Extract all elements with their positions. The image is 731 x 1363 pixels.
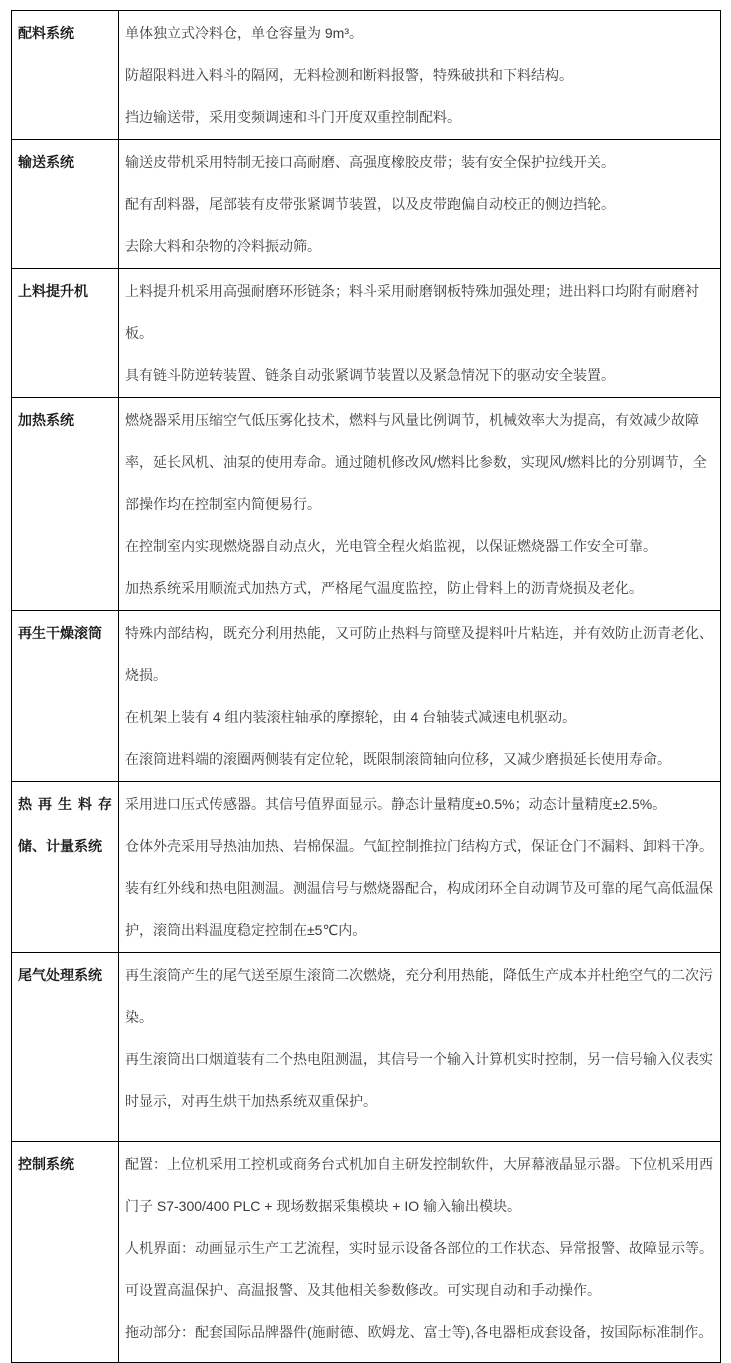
desc-paragraph: 仓体外壳采用导热油加热、岩棉保温。气缸控制推拉门结构方式，保证仓门不漏料、卸料干净。 <box>125 838 713 854</box>
desc-paragraph: 再生滚筒出口烟道装有二个热电阻测温，其信号一个输入计算机实时控制，另一信号输入仪表实时显示，对再生烘干加热系统双重保护。 <box>125 1051 713 1109</box>
system-label-cell <box>12 611 119 782</box>
system-label-cell <box>12 11 119 140</box>
system-desc-cell <box>119 140 721 269</box>
system-desc-cell <box>119 782 721 953</box>
system-label-cell <box>12 782 119 953</box>
system-name: 配料系统 <box>18 25 74 41</box>
system-desc-cell <box>119 1142 721 1363</box>
desc-paragraph: 特殊内部结构，既充分利用热能，又可防止热料与筒壁及提料叶片粘连，并有效防止沥青老化、烧损。 <box>125 625 713 683</box>
system-desc-cell <box>119 269 721 398</box>
desc-paragraph: 在控制室内实现燃烧器自动点火，光电管全程火焰监视，以保证燃烧器工作安全可靠。 <box>125 538 657 554</box>
desc-paragraph: 装有红外线和热电阻测温。测温信号与燃烧器配合，构成闭环全自动调节及可靠的尾气高低温保护，滚筒出料温度稳定控制在±5℃内。 <box>125 880 713 938</box>
desc-paragraph: 去除大料和杂物的冷料振动筛。 <box>125 238 321 254</box>
desc-paragraph: 再生滚筒产生的尾气送至原生滚筒二次燃烧，充分利用热能，降低生产成本并杜绝空气的二次污染。 <box>125 967 713 1025</box>
table-row <box>12 11 721 140</box>
desc-paragraph: 加热系统采用顺流式加热方式，严格尾气温度监控，防止骨料上的沥青烧损及老化。 <box>125 580 643 596</box>
desc-paragraph: 输送皮带机采用特制无接口高耐磨、高强度橡胶皮带；装有安全保护拉线开关。 <box>125 154 615 170</box>
system-name: 加热系统 <box>18 412 74 428</box>
desc-paragraph: 可设置高温保护、高温报警、及其他相关参数修改。可实现自动和手动操作。 <box>125 1282 601 1298</box>
system-desc-cell <box>119 11 721 140</box>
desc-paragraph: 采用进口压式传感器。其信号值界面显示。静态计量精度±0.5%；动态计量精度±2.5%。 <box>125 796 667 812</box>
system-desc-cell <box>119 953 721 1142</box>
desc-paragraph: 人机界面：动画显示生产工艺流程，实时显示设备各部位的工作状态、异常报警、故障显示等。 <box>125 1240 713 1256</box>
desc-paragraph: 防超限料进入料斗的隔网，无料检测和断料报警，特殊破拱和下料结构。 <box>125 67 573 83</box>
system-label-cell <box>12 269 119 398</box>
system-name: 热再生料存储、计量系统 <box>18 796 112 854</box>
equipment-spec-table <box>11 10 721 1363</box>
desc-paragraph: 配有刮料器，尾部装有皮带张紧调节装置，以及皮带跑偏自动校正的侧边挡轮。 <box>125 196 615 212</box>
table-row <box>12 140 721 269</box>
desc-paragraph: 配置：上位机采用工控机或商务台式机加自主研发控制软件，大屏幕液晶显示器。下位机采用西门子 S7-300/400 PLC + 现场数据采集模块 + IO 输入输出模块。 <box>125 1156 713 1214</box>
system-name: 上料提升机 <box>18 283 88 299</box>
system-label-cell <box>12 1142 119 1363</box>
system-desc-cell <box>119 611 721 782</box>
table-row <box>12 782 721 953</box>
table-row <box>12 953 721 1142</box>
system-desc-cell <box>119 398 721 611</box>
desc-paragraph: 挡边输送带，采用变频调速和斗门开度双重控制配料。 <box>125 109 461 125</box>
desc-paragraph: 燃烧器采用压缩空气低压雾化技术，燃料与风量比例调节，机械效率大为提高，有效减少故障率，延长风机、油泵的使用寿命。通过随机修改风/燃料比参数，实现风/燃料比的分别调节，全部操作均在控制室内简便易行。 <box>125 412 707 512</box>
table-row <box>12 398 721 611</box>
system-name: 尾气处理系统 <box>18 967 102 983</box>
system-label-cell <box>12 140 119 269</box>
desc-paragraph: 拖动部分：配套国际品牌器件(施耐德、欧姆龙、富士等),各电器柜成套设备，按国际标准制作。 <box>125 1324 713 1340</box>
desc-paragraph: 上料提升机采用高强耐磨环形链条；料斗采用耐磨钢板特殊加强处理；进出料口均附有耐磨衬板。 <box>125 283 699 341</box>
spec-table-body <box>12 11 721 1363</box>
system-name: 再生干燥滚筒 <box>18 625 102 641</box>
system-label-cell <box>12 398 119 611</box>
desc-paragraph: 单体独立式冷料仓，单仓容量为 9m³。 <box>125 25 363 41</box>
desc-paragraph: 在机架上装有 4 组内装滚柱轴承的摩擦轮，由 4 台轴装式减速电机驱动。 <box>125 709 577 725</box>
table-row <box>12 1142 721 1363</box>
system-name: 输送系统 <box>18 154 74 170</box>
system-label-cell <box>12 953 119 1142</box>
table-row <box>12 611 721 782</box>
table-row <box>12 269 721 398</box>
desc-paragraph: 具有链斗防逆转装置、链条自动张紧调节装置以及紧急情况下的驱动安全装置。 <box>125 367 615 383</box>
desc-paragraph: 在滚筒进料端的滚圈两侧装有定位轮，既限制滚筒轴向位移，又减少磨损延长使用寿命。 <box>125 751 671 767</box>
system-name: 控制系统 <box>18 1156 74 1172</box>
